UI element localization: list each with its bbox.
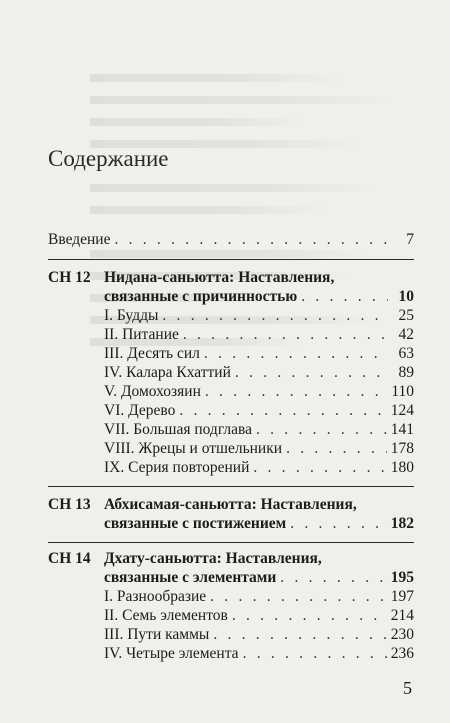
toc-entry-page: 110 bbox=[391, 383, 414, 400]
leader-dots bbox=[280, 568, 386, 588]
toc-section-heading[interactable] bbox=[48, 268, 414, 288]
section-divider bbox=[48, 486, 414, 487]
toc-entry-label: I. Разнообразие bbox=[104, 588, 207, 605]
leader-dots bbox=[301, 287, 388, 307]
leader-dots bbox=[179, 401, 386, 421]
toc-entry-page: 197 bbox=[390, 588, 414, 605]
toc-entry-page: 236 bbox=[390, 645, 414, 662]
toc-entry[interactable] bbox=[48, 644, 414, 664]
leader-dots bbox=[205, 382, 387, 402]
toc-entry-page: 214 bbox=[390, 607, 414, 624]
toc-section-heading-cont[interactable] bbox=[48, 287, 414, 307]
toc-entry[interactable] bbox=[48, 344, 414, 364]
leader-dots bbox=[213, 625, 386, 645]
toc-entry-label: III. Десять сил bbox=[104, 345, 200, 362]
leader-dots bbox=[232, 606, 387, 626]
toc-entry-page: 141 bbox=[390, 421, 414, 438]
toc-entry-label: V. Домохозяин bbox=[104, 383, 201, 400]
toc-entry[interactable] bbox=[48, 420, 414, 440]
toc-entry[interactable] bbox=[48, 587, 414, 607]
leader-dots bbox=[114, 230, 388, 250]
leader-dots bbox=[204, 344, 388, 364]
toc-entry[interactable] bbox=[48, 325, 414, 345]
toc-entry-page: 124 bbox=[390, 402, 414, 419]
toc-entry[interactable] bbox=[48, 625, 414, 645]
leader-dots bbox=[210, 587, 387, 607]
section-code: СН 14 bbox=[48, 550, 91, 567]
toc-entry-label: IX. Серия повторений bbox=[104, 459, 250, 476]
section-page: 195 bbox=[390, 569, 414, 586]
toc-entry-page: 180 bbox=[390, 459, 414, 476]
leader-dots bbox=[235, 363, 388, 383]
toc-entry-label: III. Пути каммы bbox=[104, 626, 210, 643]
section-title-line2: связанные с постижением bbox=[104, 515, 287, 532]
toc-entry[interactable] bbox=[48, 606, 414, 626]
section-title-line1: Абхисамая-саньютта: Наставления, bbox=[104, 496, 357, 513]
toc-entry-intro[interactable] bbox=[48, 230, 414, 250]
toc-entry[interactable] bbox=[48, 401, 414, 421]
page-title: Содержание bbox=[48, 146, 169, 171]
toc-entry[interactable] bbox=[48, 458, 414, 478]
toc-entry-label: II. Семь элементов bbox=[104, 607, 228, 624]
section-page: 10 bbox=[398, 288, 414, 305]
leader-dots bbox=[256, 420, 387, 440]
section-title-line1: Дхату-саньютта: Наставления, bbox=[104, 550, 322, 567]
leader-dots bbox=[183, 325, 388, 345]
leader-dots bbox=[290, 514, 387, 534]
leader-dots bbox=[162, 306, 388, 326]
leader-dots bbox=[243, 644, 387, 664]
section-title-line2: связанные с элементами bbox=[104, 569, 277, 586]
toc-entry[interactable] bbox=[48, 439, 414, 459]
section-divider bbox=[48, 542, 414, 543]
toc-entry-label: VI. Дерево bbox=[104, 402, 176, 419]
leader-dots bbox=[286, 439, 387, 459]
toc-entry-page: 7 bbox=[406, 231, 414, 248]
section-code: СН 13 bbox=[48, 496, 91, 513]
toc-entry-label: II. Питание bbox=[104, 326, 179, 343]
page-number: 5 bbox=[403, 678, 412, 698]
leader-dots bbox=[253, 458, 386, 478]
section-code: СН 12 bbox=[48, 269, 91, 286]
toc-entry-label: VII. Большая подглава bbox=[104, 421, 252, 438]
toc-entry-page: 89 bbox=[398, 364, 414, 381]
toc-entry[interactable] bbox=[48, 363, 414, 383]
toc-entry-page: 42 bbox=[398, 326, 414, 343]
section-title-line2: связанные с причинностью bbox=[104, 288, 298, 305]
toc-section-heading-cont[interactable] bbox=[48, 568, 414, 588]
toc-entry-page: 63 bbox=[398, 345, 414, 362]
toc-entry[interactable] bbox=[48, 306, 414, 326]
toc-entry-page: 25 bbox=[398, 307, 414, 324]
toc-entry-label: I. Будды bbox=[104, 307, 159, 324]
toc-entry-page: 178 bbox=[390, 440, 414, 457]
toc-entry-label: IV. Калара Кхаттий bbox=[104, 364, 231, 381]
toc-section-heading-cont[interactable] bbox=[48, 514, 414, 534]
toc-entry-page: 230 bbox=[390, 626, 414, 643]
section-divider bbox=[48, 259, 414, 260]
section-page: 182 bbox=[390, 515, 414, 532]
toc-entry[interactable] bbox=[48, 382, 414, 402]
section-title-line1: Нидана-саньютта: Наставления, bbox=[104, 269, 335, 286]
toc-entry-label: Введение bbox=[48, 231, 111, 248]
toc-entry-label: VIII. Жрецы и отшельники bbox=[104, 440, 283, 457]
toc-section-heading[interactable] bbox=[48, 549, 414, 569]
toc-entry-label: IV. Четыре элемента bbox=[104, 645, 239, 662]
toc-section-heading[interactable] bbox=[48, 495, 414, 515]
